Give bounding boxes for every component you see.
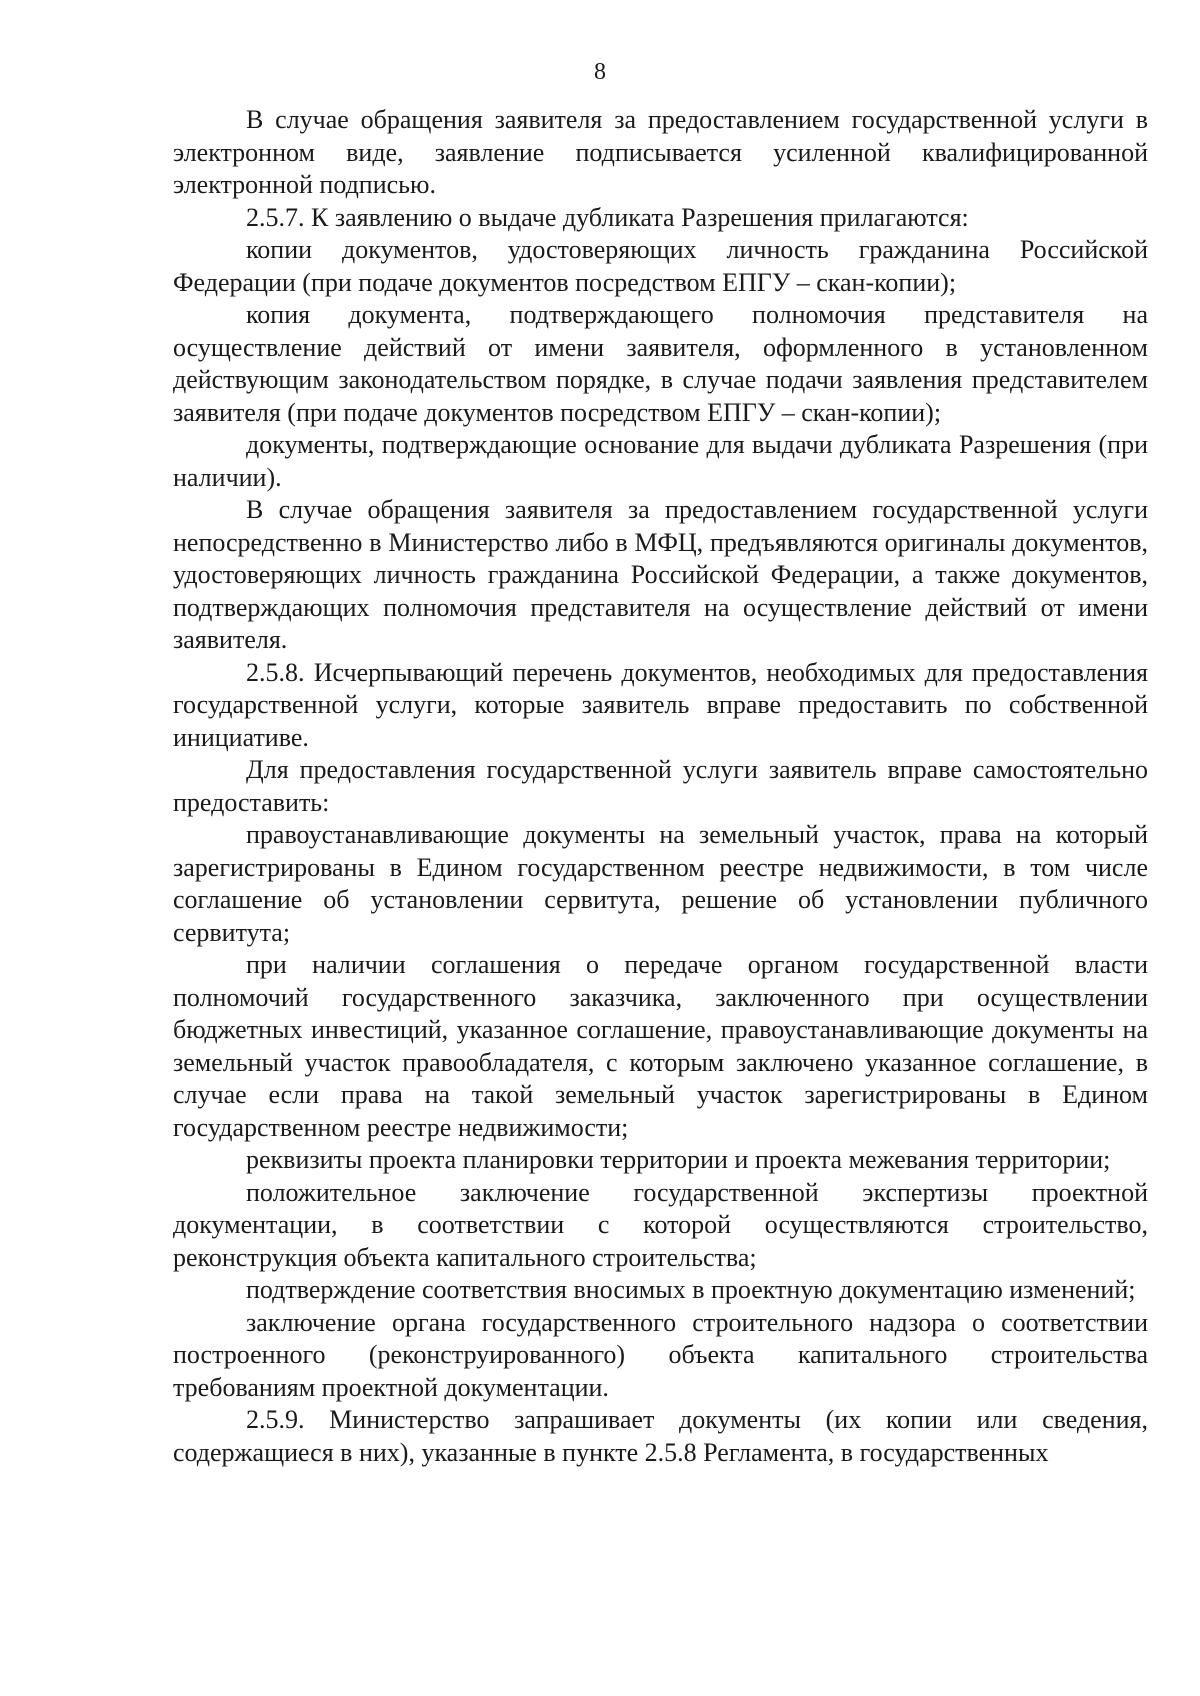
paragraph: копия документа, подтверждающего полномочия представителя на осуществление действий от имени заявителя, оформленного в установленном действующим законодательством порядке, в случае подачи заявления представителем заявителя (при подаче документов посредством ЕПГУ – скан-копии);: [173, 300, 1148, 427]
paragraph: копии документов, удостоверяющих личность гражданина Российской Федерации (при подаче документов посредством ЕПГУ – скан-копии);: [173, 235, 1148, 297]
paragraph: В случае обращения заявителя за предоставлением государственной услуги непосредственно в Министерство либо в МФЦ, предъявляются оригиналы документов, удостоверяющих личность гражданина Российской Федерации, а также документов, подтверждающих полномочия представителя на осуществление действий от имени заявителя.: [173, 495, 1148, 654]
paragraph: 2.5.8. Исчерпывающий перечень документов, необходимых для предоставления государственной услуги, которые заявитель вправе предоставить по собственной инициативе.: [173, 657, 1148, 752]
paragraph: положительное заключение государственной экспертизы проектной документации, в соответствии с которой осуществляются строительство, реконструкция объекта капитального строительства;: [173, 1177, 1148, 1272]
paragraph: заключение органа государственного строительного надзора о соответствии построенного (реконструированного) объекта капитального строительства требованиям проектной документации.: [173, 1307, 1148, 1402]
paragraph: 2.5.7. К заявлению о выдаче дубликата Разрешения прилагаются:: [246, 202, 969, 232]
paragraph: подтверждение соответствия вносимых в проектную документацию изменений;: [246, 1275, 1136, 1304]
paragraph: Для предоставления государственной услуги заявитель вправе самостоятельно предоставить:: [173, 755, 1148, 817]
paragraph: правоустанавливающие документы на земельный участок, права на который зарегистрированы в Едином государственном реестре недвижимости, в том числе соглашение об установлении сервитута, решение об установлении публичного сервитута;: [173, 820, 1148, 947]
paragraph: 2.5.9. Министерство запрашивает документы (их копии или сведения, содержащиеся в них), указанные в пункте 2.5.8 Регламента, в государственных: [173, 1405, 1148, 1467]
page-number: 8: [594, 59, 606, 85]
paragraph: документы, подтверждающие основание для выдачи дубликата Разрешения (при наличии).: [173, 430, 1148, 492]
paragraph: реквизиты проекта планировки территории и проекта межевания территории;: [246, 1145, 1111, 1174]
paragraph: В случае обращения заявителя за предоставлением государственной услуги в электронном виде, заявление подписывается усиленной квалифицированной электронной подписью.: [173, 105, 1148, 199]
document-body: [173, 104, 1148, 1469]
paragraph: при наличии соглашения о передаче органом государственной власти полномочий государственного заказчика, заключенного при осуществлении бюджетных инвестиций, указанное соглашение, правоустанавливающие документы на земельный участок правообладателя, с которым заключено указанное соглашение, в случае если права на такой земельный участок зарегистрированы в Едином государственном реестре недвижимости;: [173, 950, 1148, 1142]
